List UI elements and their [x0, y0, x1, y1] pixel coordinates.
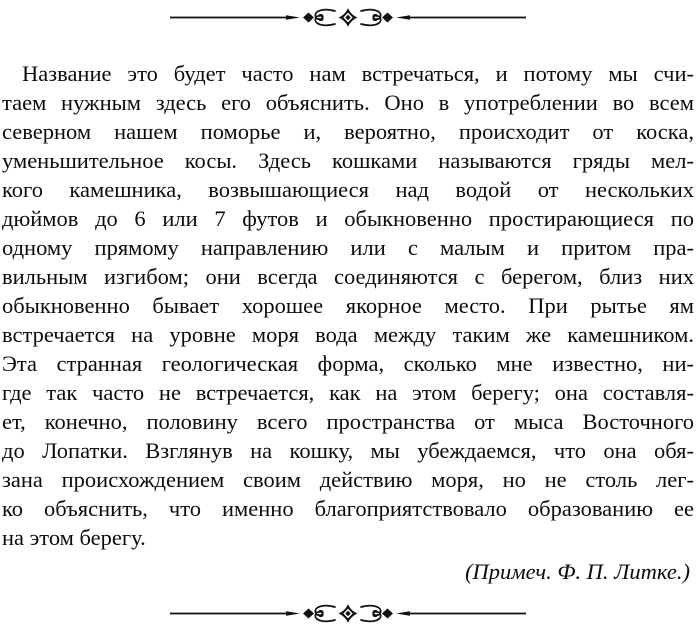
footnote-paragraph	[2, 59, 694, 552]
text-line: кого камешника, возвышающиеся над водой от нескольких	[2, 177, 694, 202]
text-line: где так часто не встречается, как на этом берегу; она составля-	[2, 380, 694, 405]
text-line: до Лопатки. Взглянув на кошку, мы убеждаемся, что она обя-	[2, 438, 694, 463]
divider-bottom	[2, 603, 694, 624]
text-line: ко объяснить, что именно благоприятствовало образованию ее	[2, 496, 694, 521]
scroll-rosette-divider-icon	[170, 7, 526, 28]
text-line: зана происхождением своим действию моря, но не столь лег-	[2, 467, 694, 492]
divider-top	[2, 7, 694, 28]
text-line: Эта странная геологическая форма, сколько мне известно, ни-	[2, 351, 694, 376]
text-line: Название это будет часто нам встречаться, и потому мы счи-	[22, 61, 694, 86]
attribution: (Примеч. Ф. П. Литке.)	[465, 559, 690, 584]
text-line: дюймов до 6 или 7 футов и обыкновенно простирающиеся по	[2, 206, 694, 231]
text-line: ет, конечно, половину всего пространства от мыса Восточного	[2, 409, 694, 434]
scroll-rosette-divider-icon	[170, 603, 526, 624]
text-line: одному прямому направлению или с малым и притом пра-	[2, 235, 694, 260]
text-line: обыкновенно бывает хорошее якорное место. При рытье ям	[2, 293, 694, 318]
text-line: уменьшительное косы. Здесь кошками называются гряды мел-	[2, 148, 694, 173]
text-line: таем нужным здесь его объяснить. Оно в употреблении во всем	[2, 90, 694, 115]
text-line: на этом берегу.	[2, 525, 146, 550]
text-line: встречается на уровне моря вода между таким же камешником.	[2, 322, 694, 347]
text-line: вильным изгибом; они всегда соединяются с берегом, близ них	[2, 264, 694, 289]
text-line: северном нашем поморье и, вероятно, происходит от коска,	[2, 119, 694, 144]
